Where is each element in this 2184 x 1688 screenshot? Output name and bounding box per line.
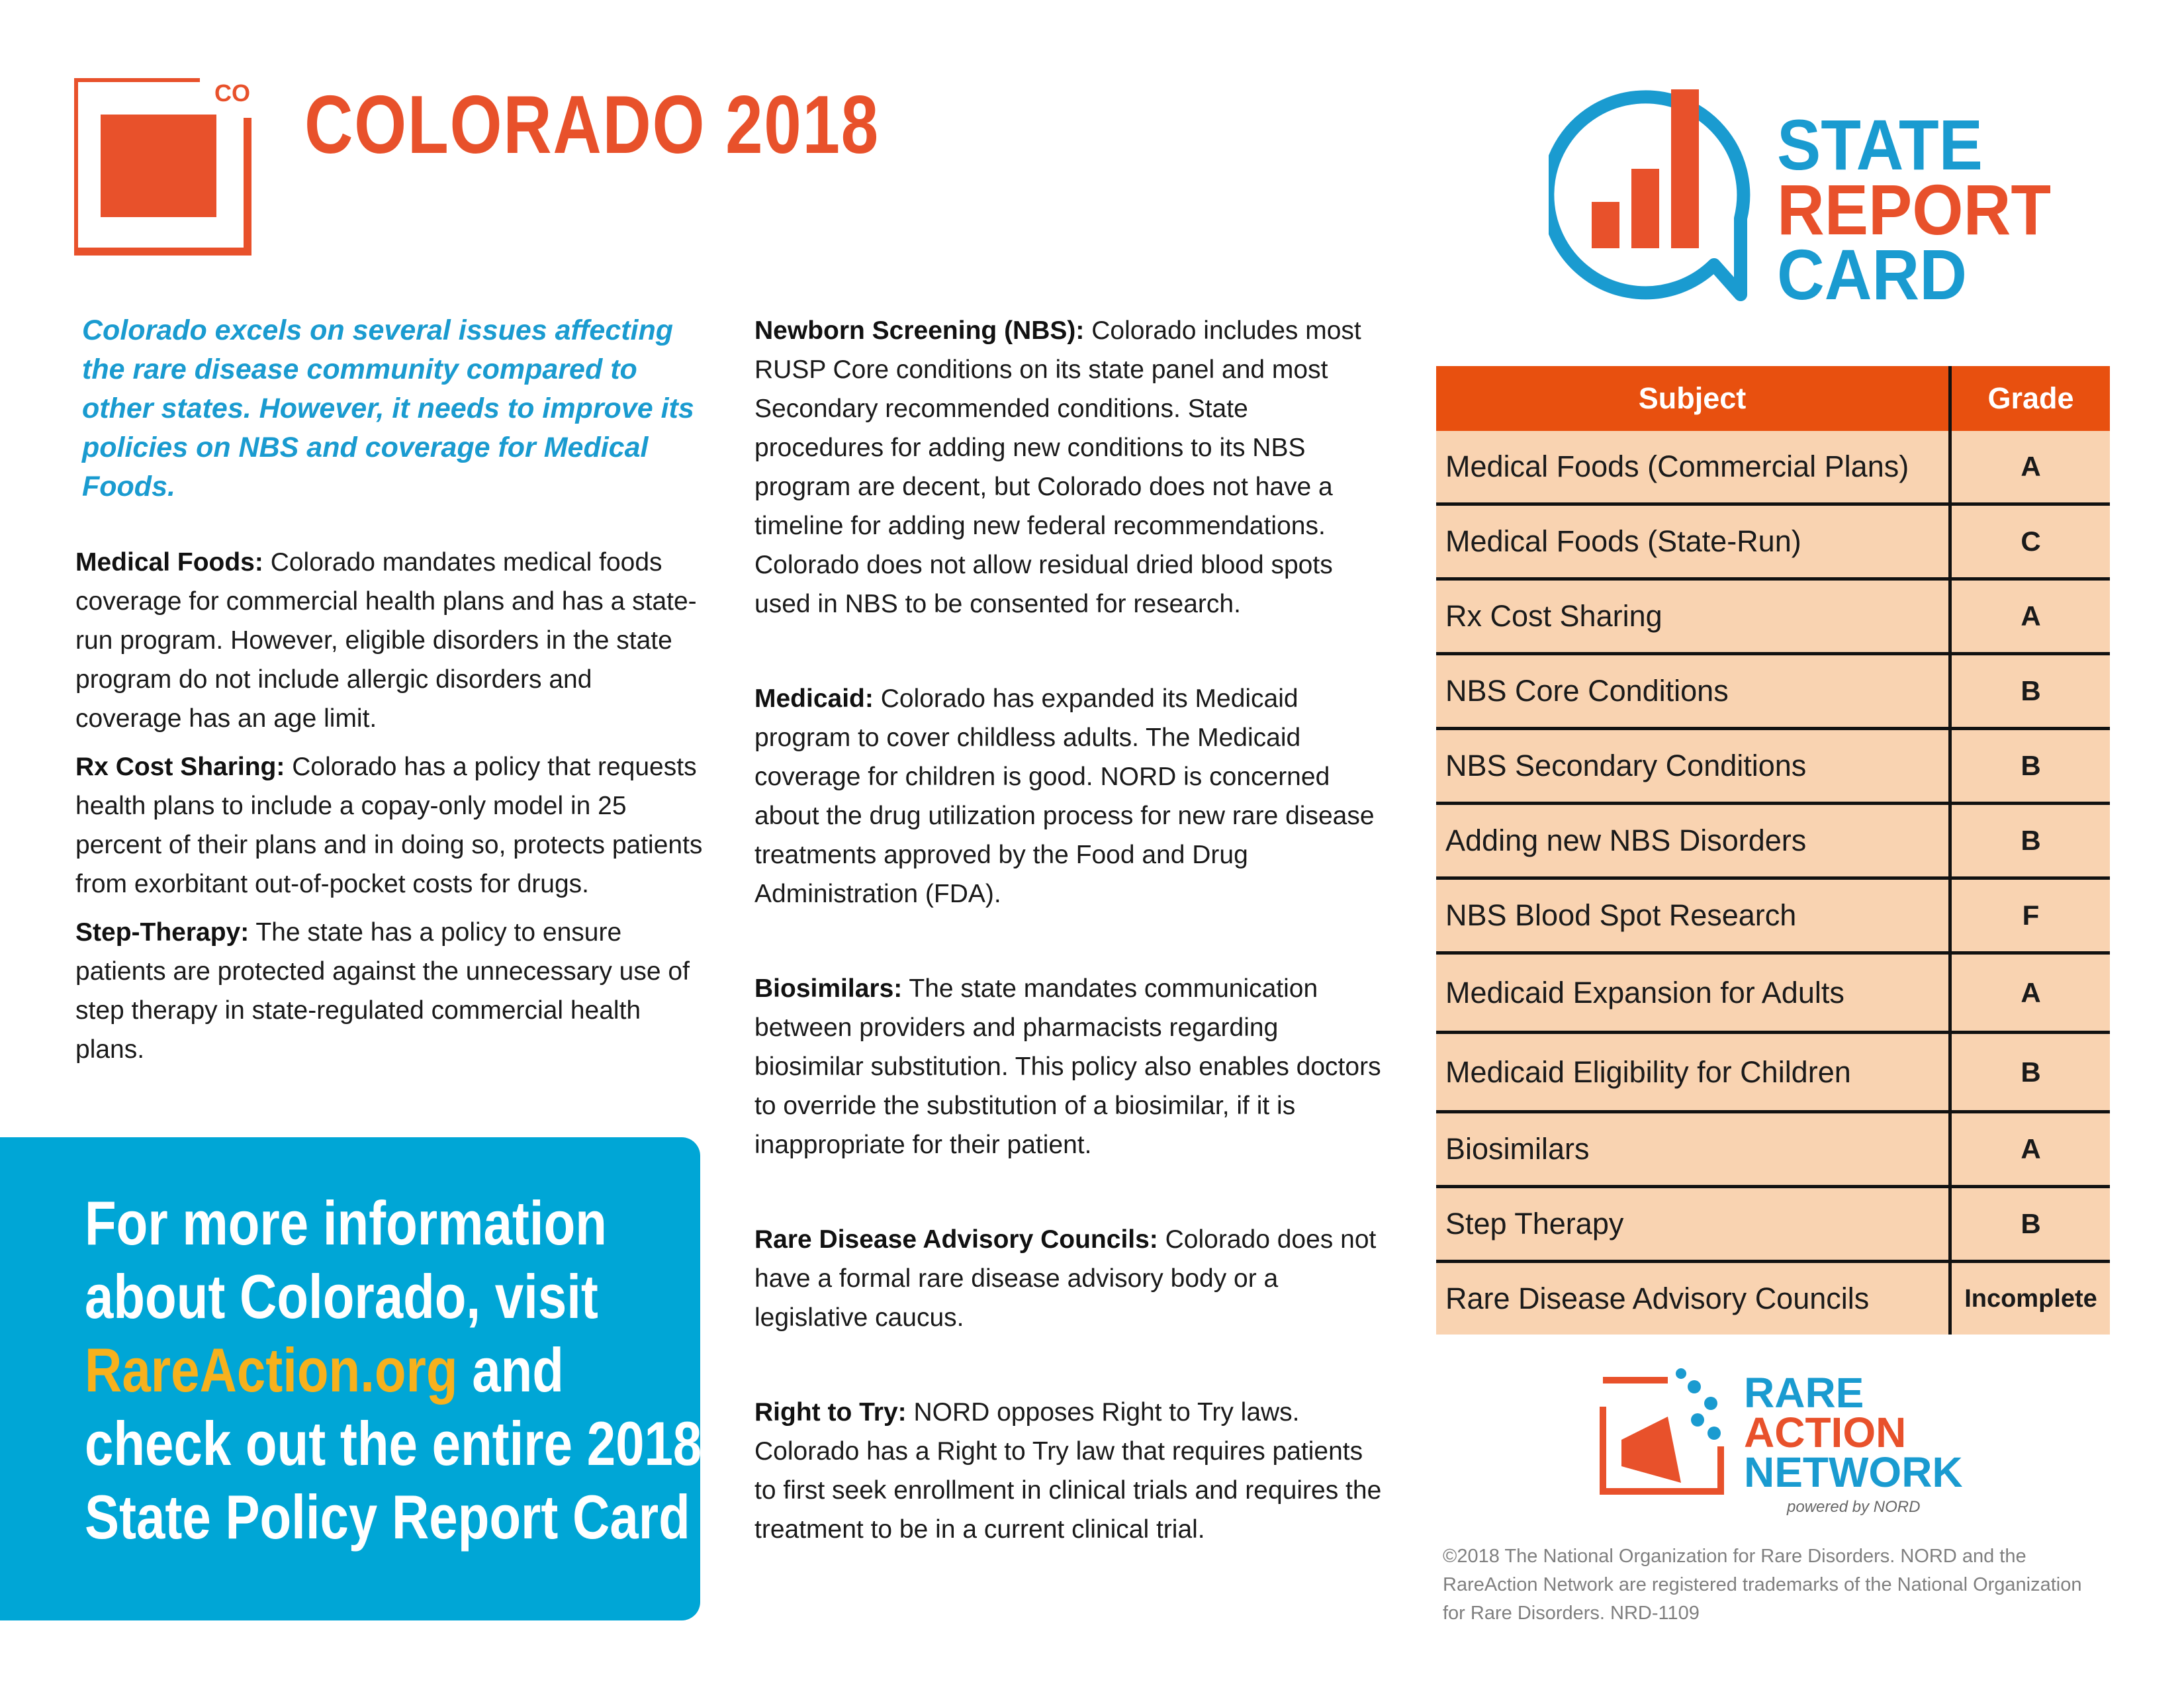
section-newborn-screening: Newborn Screening (NBS): Colorado includes most RUSP Core conditions on its state panel and most Secondary recommended conditions. State procedures for adding new conditions to its NBS program are decent, but Colorado does not have a timeline for adding new federal recommendations. Colorado does not allow residual dried blood spots used in NBS to be consented for research. <box>754 316 1361 618</box>
table-row <box>1436 504 2110 579</box>
subject-cell: Biosimilars <box>1436 1112 1950 1187</box>
grade-cell: B <box>1950 1187 2111 1262</box>
grade-cell: B <box>1950 1033 2111 1112</box>
state-report-card-logo <box>1549 86 2105 324</box>
subject-cell: Medical Foods (Commercial Plans) <box>1436 431 1950 504</box>
rareaction-link[interactable]: RareAction.org <box>85 1335 458 1405</box>
table-row <box>1436 431 2110 504</box>
grade-cell: Incomplete <box>1950 1262 2111 1335</box>
grade-table <box>1436 366 2110 1335</box>
subject-cell: Rx Cost Sharing <box>1436 579 1950 654</box>
page-title: COLORADO 2018 <box>304 79 880 171</box>
section-biosimilars: Biosimilars: The state mandates communication between providers and pharmacists regarding biosimilar substitution. This policy also enables doctors to override the substitution of a biosimilar, if it is inappropriate for their patient. <box>754 974 1381 1159</box>
middle-column <box>754 311 1383 1605</box>
subject-column-header: Subject <box>1436 366 1950 431</box>
grade-cell: A <box>1950 1112 2111 1187</box>
table-row <box>1436 1112 2110 1187</box>
section-medical-foods: Medical Foods: Colorado mandates medical foods coverage for commercial health plans and has a state-run program. However, eligible disorders in the state program do not include allergic disorders and coverage has an age limit. <box>75 548 697 733</box>
section-rx-cost-sharing: Rx Cost Sharing: Colorado has a policy that requests health plans to include a copay-only model in 25 percent of their plans and in doing so, protects patients from exorbitant out-of-pocket costs for drugs. <box>75 753 703 898</box>
subject-cell: Rare Disease Advisory Councils <box>1436 1262 1950 1335</box>
grade-cell: B <box>1950 729 2111 804</box>
left-column <box>75 543 704 1078</box>
table-row <box>1436 729 2110 804</box>
report-card-chart-icon <box>1549 86 1774 311</box>
grade-cell: B <box>1950 804 2111 878</box>
subject-cell: Medicaid Expansion for Adults <box>1436 953 1950 1033</box>
subject-cell: NBS Secondary Conditions <box>1436 729 1950 804</box>
table-row <box>1436 1033 2110 1112</box>
grade-cell: A <box>1950 953 2111 1033</box>
table-row <box>1436 1187 2110 1262</box>
section-right-to-try: Right to Try: NORD opposes Right to Try laws. Colorado has a Right to Try law that requires patients to first seek enrollment in clinical trials and requires the treatment to be in a current clinical trial. <box>754 1398 1382 1544</box>
more-info-text: For more information about Colorado, visit RareAction.org and check out the entire 2018 State Policy Report Card <box>85 1188 702 1552</box>
state-outline-icon <box>74 78 251 257</box>
copyright-notice: ©2018 The National Organization for Rare Disorders. NORD and the RareAction Network are registered trademarks of the National Organization for Rare Disorders. NRD-1109 <box>1443 1546 2082 1624</box>
subject-cell: NBS Core Conditions <box>1436 654 1950 729</box>
table-row <box>1436 804 2110 878</box>
grade-cell: A <box>1950 579 2111 654</box>
table-row <box>1436 1262 2110 1335</box>
logo-action-text: ACTION <box>1744 1409 1907 1456</box>
rare-action-network-logo <box>1595 1367 2019 1526</box>
table-header-row <box>1436 366 2110 431</box>
grade-cell: B <box>1950 654 2111 729</box>
section-step-therapy: Step-Therapy: The state has a policy to ensure patients are protected against the unnecessary use of step therapy in state-regulated commercial health plans. <box>75 918 690 1064</box>
logo-report-text: REPORT <box>1777 169 2052 250</box>
grade-cell: F <box>1950 878 2111 953</box>
subject-cell: Medical Foods (State-Run) <box>1436 504 1950 579</box>
subject-cell: Medicaid Eligibility for Children <box>1436 1033 1950 1112</box>
subject-cell: NBS Blood Spot Research <box>1436 878 1950 953</box>
logo-network-text: NETWORK <box>1744 1448 1963 1496</box>
subject-cell: Step Therapy <box>1436 1187 1950 1262</box>
subject-cell: Adding new NBS Disorders <box>1436 804 1950 878</box>
table-row <box>1436 878 2110 953</box>
intro-summary: Colorado excels on several issues affecting the rare disease community compared to other states. However, it needs to improve its policies on NBS and coverage for Medical Foods. <box>82 314 694 502</box>
table-row <box>1436 654 2110 729</box>
table-row <box>1436 579 2110 654</box>
state-abbr: CO <box>214 79 250 107</box>
logo-rare-text: RARE <box>1744 1369 1864 1417</box>
grade-cell: C <box>1950 504 2111 579</box>
section-medicaid: Medicaid: Colorado has expanded its Medicaid program to cover childless adults. The Medicaid coverage for children is good. NORD is concerned about the drug utilization process for new rare disease treatments approved by the Food and Drug Administration (FDA). <box>754 684 1375 908</box>
logo-card-text: CARD <box>1777 234 1968 314</box>
grade-column-header: Grade <box>1950 366 2111 431</box>
megaphone-icon <box>1595 1367 1747 1499</box>
logo-tagline: powered by NORD <box>1787 1498 1921 1516</box>
grade-cell: A <box>1950 431 2111 504</box>
more-info-box <box>0 1137 700 1620</box>
section-advisory-councils: Rare Disease Advisory Councils: Colorado does not have a formal rare disease advisory body or a legislative caucus. <box>754 1225 1377 1332</box>
logo-state-text: STATE <box>1777 105 1983 185</box>
table-row <box>1436 953 2110 1033</box>
